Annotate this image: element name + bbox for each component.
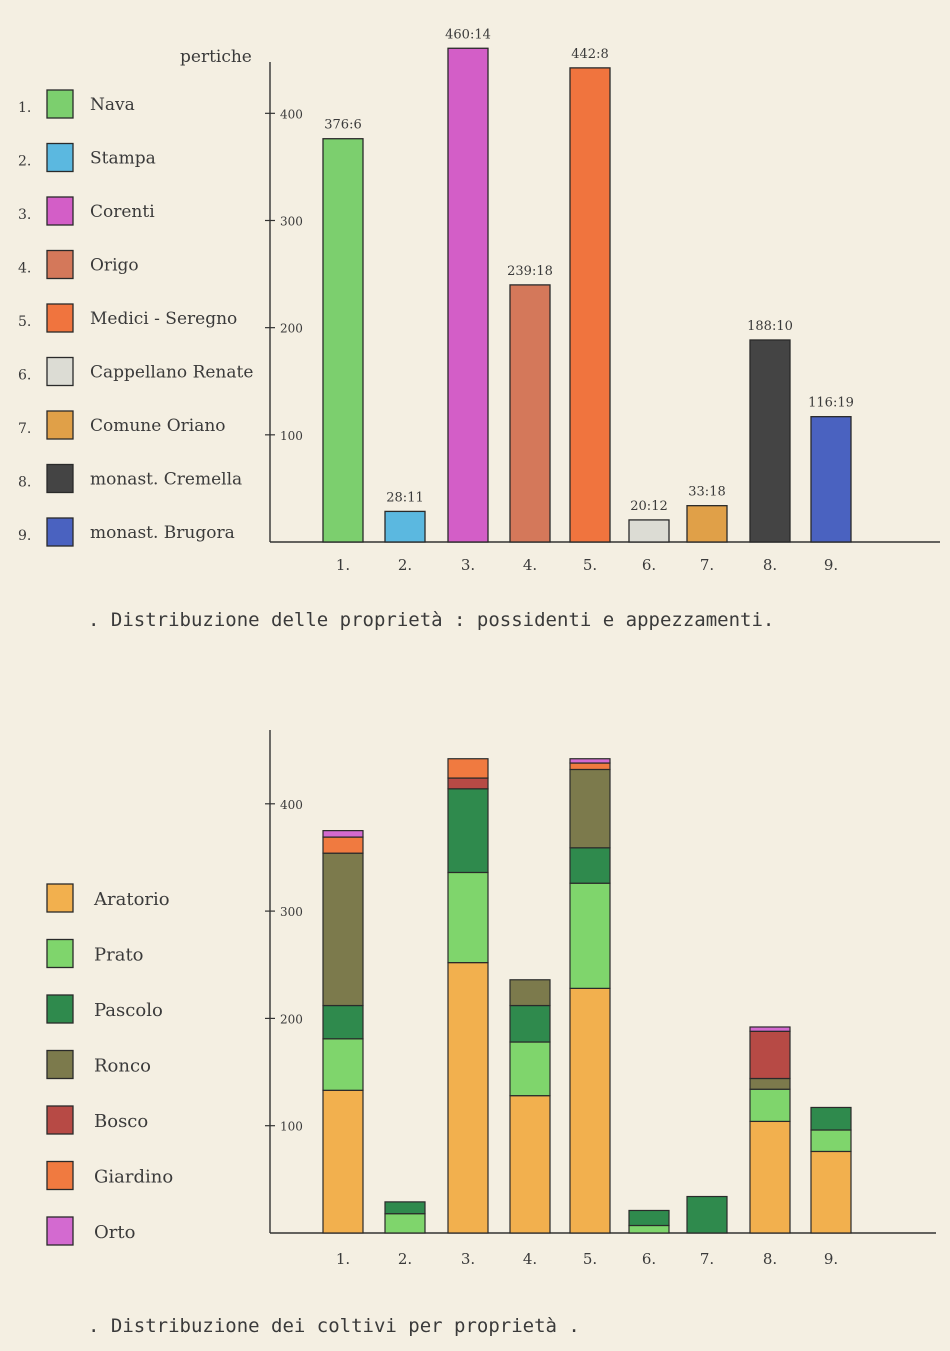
x-tick-label-4: 4. bbox=[522, 1250, 538, 1268]
segment-8-orto bbox=[750, 1027, 790, 1031]
data-label-1: 376:6 bbox=[324, 117, 362, 133]
segment-8-bosco bbox=[750, 1031, 790, 1078]
y-tick-label: 400 bbox=[280, 107, 303, 122]
bar-5 bbox=[570, 68, 610, 542]
legend-crops bbox=[47, 884, 173, 1245]
y-tick-label: 100 bbox=[280, 1119, 303, 1134]
segment-4-ronco bbox=[510, 980, 550, 1006]
segment-3-bosco bbox=[448, 778, 488, 789]
segment-4-aratorio bbox=[510, 1096, 550, 1233]
legend-label: Orto bbox=[94, 1222, 136, 1243]
segment-5-aratorio bbox=[570, 988, 610, 1233]
segment-5-pascolo bbox=[570, 848, 610, 883]
legend-label: Stampa bbox=[90, 148, 156, 169]
x-tick-label-1: 1. bbox=[335, 556, 351, 574]
x-tick-labels bbox=[336, 556, 838, 574]
bar-7 bbox=[687, 506, 727, 542]
x-tick-label-4: 4. bbox=[522, 556, 538, 574]
legend-swatch bbox=[47, 304, 73, 332]
legend-number: 1. bbox=[18, 100, 32, 116]
legend-number: 7. bbox=[18, 421, 32, 437]
segment-5-giardino bbox=[570, 763, 610, 769]
x-tick-label-5: 5. bbox=[582, 1250, 598, 1268]
chart-properties bbox=[18, 27, 940, 631]
y-tick-label: 400 bbox=[280, 797, 303, 812]
chart-crops bbox=[47, 730, 936, 1337]
x-tick-label-5: 5. bbox=[582, 556, 598, 574]
data-label-2: 28:11 bbox=[386, 490, 424, 506]
x-tick-label-3: 3. bbox=[460, 1250, 476, 1268]
legend-swatch bbox=[47, 358, 73, 386]
legend-number: 2. bbox=[18, 153, 32, 170]
segment-9-pascolo bbox=[811, 1107, 851, 1130]
legend-number: 3. bbox=[18, 207, 32, 223]
y-tick-label: 200 bbox=[280, 1012, 303, 1027]
stacked-bars bbox=[323, 759, 851, 1233]
bar-9 bbox=[811, 417, 851, 542]
legend-label: Giardino bbox=[94, 1166, 174, 1188]
segment-4-pascolo bbox=[510, 1006, 550, 1042]
legend-label: Pascolo bbox=[94, 1000, 163, 1021]
segment-2-pascolo bbox=[385, 1202, 425, 1214]
y-tick-label: 100 bbox=[280, 428, 303, 443]
legend-swatch bbox=[47, 197, 73, 225]
data-label-6: 20:12 bbox=[630, 498, 668, 514]
bar-2 bbox=[385, 511, 425, 542]
x-tick-label-9: 9. bbox=[823, 556, 839, 574]
segment-3-giardino bbox=[448, 759, 488, 778]
segment-2-prato bbox=[385, 1214, 425, 1233]
x-tick-label-1: 1. bbox=[335, 1250, 351, 1268]
legend-number: 8. bbox=[18, 474, 32, 491]
bars bbox=[323, 27, 854, 542]
legend-swatch bbox=[47, 144, 73, 172]
x-tick-label-8: 8. bbox=[762, 556, 778, 574]
segment-5-orto bbox=[570, 759, 610, 763]
ylabel-pertiche: pertiche bbox=[180, 47, 252, 67]
segment-1-pascolo bbox=[323, 1006, 363, 1039]
segment-1-aratorio bbox=[323, 1090, 363, 1233]
bar-1 bbox=[323, 139, 363, 542]
x-tick-labels bbox=[336, 1250, 838, 1268]
legend-label: monast. Cremella bbox=[90, 469, 243, 490]
legend-swatch bbox=[47, 251, 73, 279]
x-tick-label-6: 6. bbox=[641, 1250, 657, 1268]
data-label-9: 116:19 bbox=[808, 395, 854, 411]
segment-3-pascolo bbox=[448, 789, 488, 873]
legend-label: Aratorio bbox=[94, 889, 170, 910]
x-tick-label-8: 8. bbox=[762, 1250, 778, 1268]
segment-4-prato bbox=[510, 1042, 550, 1096]
segment-9-aratorio bbox=[811, 1151, 851, 1233]
segment-7-pascolo bbox=[687, 1197, 727, 1233]
segment-1-orto bbox=[323, 831, 363, 837]
y-tick-label: 200 bbox=[280, 321, 303, 336]
bar-3 bbox=[448, 48, 488, 542]
data-label-4: 239:18 bbox=[507, 263, 553, 279]
bar-6 bbox=[629, 520, 669, 542]
x-tick-label-6: 6. bbox=[641, 556, 657, 574]
legend-swatch bbox=[47, 518, 73, 546]
legend-swatch bbox=[47, 1217, 73, 1245]
segment-3-prato bbox=[448, 872, 488, 962]
legend-swatch bbox=[47, 1162, 73, 1190]
bar-8 bbox=[750, 340, 790, 542]
bar-4 bbox=[510, 285, 550, 542]
x-tick-label-7: 7. bbox=[699, 1250, 715, 1268]
legend-label: Comune Oriano bbox=[90, 416, 226, 436]
caption-properties: . Distribuzione delle proprietà : possidenti e appezzamenti. bbox=[88, 609, 775, 631]
legend-swatch bbox=[47, 90, 73, 118]
segment-9-prato bbox=[811, 1130, 851, 1151]
x-tick-label-2: 2. bbox=[397, 556, 413, 574]
data-label-7: 33:18 bbox=[688, 484, 726, 500]
legend-label: Bosco bbox=[94, 1111, 149, 1132]
legend-swatch bbox=[47, 940, 73, 968]
legend-label: Origo bbox=[90, 255, 139, 276]
legend-swatch bbox=[47, 465, 73, 493]
legend-swatch bbox=[47, 1106, 73, 1134]
y-tick-label: 300 bbox=[280, 214, 303, 229]
y-tick-label: 300 bbox=[280, 905, 303, 920]
segment-8-prato bbox=[750, 1089, 790, 1121]
segment-6-pascolo bbox=[629, 1210, 669, 1225]
legend-number: 9. bbox=[18, 528, 32, 544]
segment-1-prato bbox=[323, 1039, 363, 1091]
legend-label: Prato bbox=[94, 944, 144, 966]
legend-swatch bbox=[47, 995, 73, 1023]
segment-1-ronco bbox=[323, 853, 363, 1005]
segment-8-aratorio bbox=[750, 1121, 790, 1233]
caption-crops: . Distribuzione dei coltivi per proprietà . bbox=[88, 1315, 580, 1337]
x-tick-label-9: 9. bbox=[823, 1250, 839, 1268]
segment-5-prato bbox=[570, 883, 610, 988]
x-tick-label-7: 7. bbox=[699, 556, 715, 574]
data-label-5: 442:8 bbox=[571, 46, 609, 62]
x-tick-label-3: 3. bbox=[460, 556, 476, 574]
legend-swatch bbox=[47, 411, 73, 439]
data-label-3: 460:14 bbox=[445, 27, 491, 43]
segment-1-giardino bbox=[323, 837, 363, 853]
segment-6-prato bbox=[629, 1225, 669, 1233]
legend-properties bbox=[18, 90, 253, 546]
legend-number: 6. bbox=[18, 367, 32, 384]
segment-3-aratorio bbox=[448, 963, 488, 1233]
legend-label: monast. Brugora bbox=[90, 523, 235, 543]
legend-label: Medici - Seregno bbox=[90, 309, 238, 329]
legend-number: 4. bbox=[18, 260, 32, 277]
legend-swatch bbox=[47, 884, 73, 912]
segment-5-ronco bbox=[570, 769, 610, 847]
legend-label: Cappellano Renate bbox=[90, 362, 254, 383]
x-tick-label-2: 2. bbox=[397, 1250, 413, 1268]
legend-number: 5. bbox=[18, 314, 32, 330]
legend-label: Nava bbox=[90, 95, 135, 115]
legend-swatch bbox=[47, 1051, 73, 1079]
data-label-8: 188:10 bbox=[747, 318, 793, 334]
legend-label: Corenti bbox=[90, 202, 155, 222]
segment-8-ronco bbox=[750, 1078, 790, 1089]
legend-label: Ronco bbox=[94, 1055, 151, 1077]
